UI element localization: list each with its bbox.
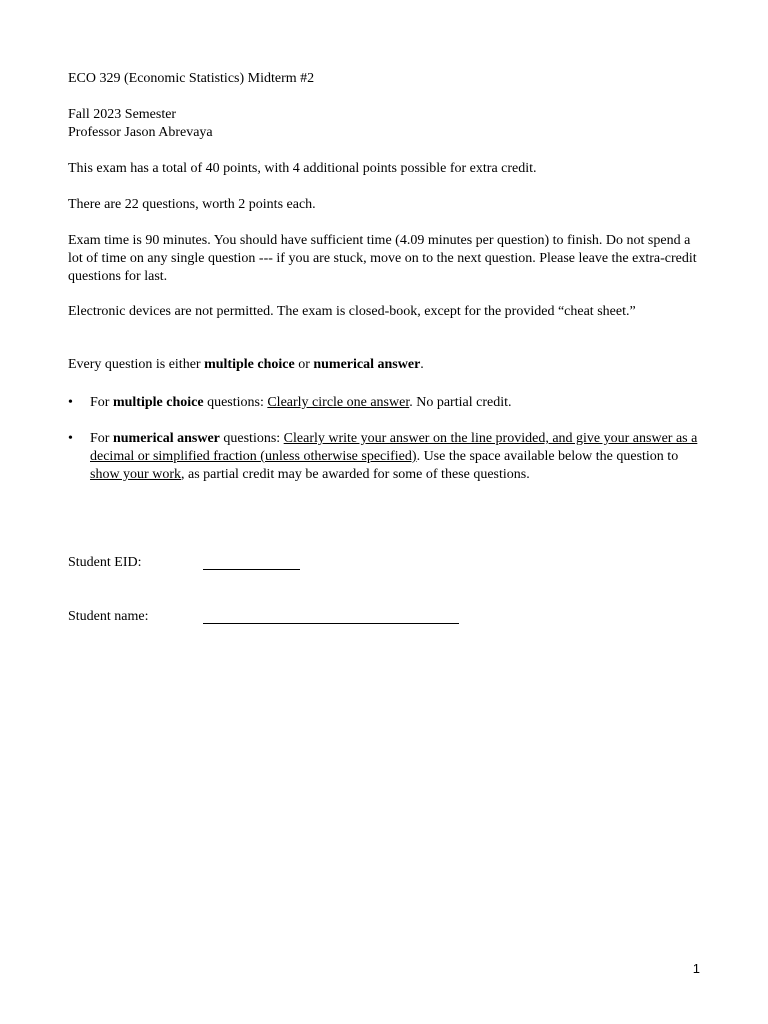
bullet-num-underlined-2: show your work — [90, 467, 181, 482]
page-number: 1 — [692, 961, 700, 976]
student-name-label: Student name: — [68, 609, 149, 624]
bullet-num-suffix: , as partial credit may be awarded for some of these questions. — [181, 467, 530, 482]
time-paragraph: Exam time is 90 minutes. You should have sufficient time (4.09 minutes per question) to finish. Do not spend a lot of time on any single question --- if you are stuck, move on to the next question. Please leave the extra-credit questions for last. — [68, 233, 697, 284]
semester-text: Fall 2023 Semester — [68, 107, 177, 122]
bullet-mc-middle: questions: — [203, 395, 268, 410]
intro-end: . — [420, 357, 424, 372]
intro-or: or — [294, 357, 314, 372]
student-name-field — [68, 608, 708, 628]
exam-cover-page — [68, 70, 708, 484]
student-name-blank[interactable] — [203, 623, 459, 624]
bullet-mc-suffix: . No partial credit. — [409, 395, 512, 410]
bullet-mc-underlined: Clearly circle one answer — [267, 395, 410, 410]
points-paragraph: This exam has a total of 40 points, with 4 additional points possible for extra credit. — [68, 161, 537, 176]
intro-numerical-answer: numerical answer — [313, 357, 421, 372]
bullet-num-prefix: For — [90, 431, 113, 446]
intro-prefix: Every question is either — [68, 357, 205, 372]
student-eid-field — [68, 554, 708, 574]
student-eid-label: Student EID: — [68, 555, 142, 570]
bullet-icon: • — [68, 431, 73, 446]
questions-paragraph: There are 22 questions, worth 2 points each. — [68, 197, 316, 212]
bullet-numerical-answer — [68, 430, 708, 484]
bullet-num-after-underlined: . Use the space available below the question to — [416, 449, 679, 464]
bullet-icon: • — [68, 395, 73, 410]
bullet-multiple-choice — [68, 394, 708, 412]
intro-multiple-choice: multiple choice — [204, 357, 295, 372]
bullet-num-underlined: Clearly write your answer on the line provided, and give your answer as a decimal or simplified fraction (unless otherwise specified) — [90, 431, 698, 464]
devices-paragraph: Electronic devices are not permitted. The exam is closed-book, except for the provided “cheat sheet.” — [68, 304, 636, 319]
exam-title: ECO 329 (Economic Statistics) Midterm #2 — [68, 71, 315, 86]
bullet-num-middle: questions: — [219, 431, 284, 446]
bullet-mc-bold: multiple choice — [112, 395, 204, 410]
student-eid-blank[interactable] — [203, 569, 300, 570]
bullet-num-bold: numerical answer — [112, 431, 220, 446]
bullet-mc-prefix: For — [90, 395, 113, 410]
professor-text: Professor Jason Abrevaya — [68, 125, 213, 140]
question-types-intro — [68, 356, 708, 374]
